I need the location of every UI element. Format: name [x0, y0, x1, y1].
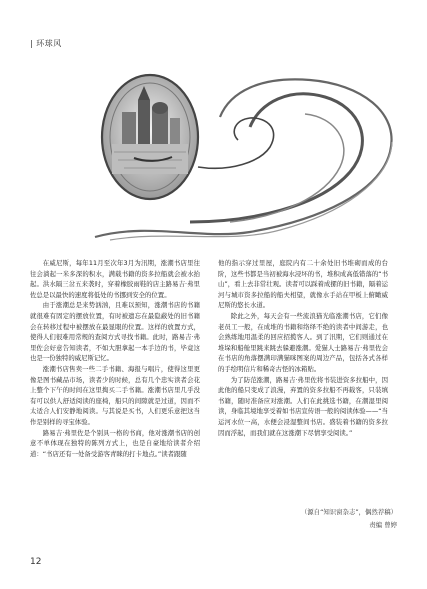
paragraph: 在威尼斯，每年11月至次年3月为汛期，涨潮书店里往往会淌起一米多深的积水，满载书籍的资多拉船就会被水抬起。洪水隔三岔五来袭时，穿着橡胶雨鞋的店主路易吉·弗里佐总是以最快的速度将低处的书挪到安全的位置。 [30, 259, 200, 299]
paragraph: 路易吉·弗里佐是个别具一格的书商，他对涨潮书店的创意不单体现在独特的陈列方式上，也是自豪地给读者介绍道：“书店还有一处备受游客青睐的打卡地点。”读者跟随 [30, 428, 200, 458]
paragraph: 为了防范涨潮，路易吉·弗里佐将书装进资多拉船中，因此他的船只变成了浪漫，弃置的资多拉船不再载客，只装填书籍，随时准备应对涨潮。人们在此挑选书籍，在潮湿里阅读，身临其境地享受着如书店宣传语一般的阅读体验——“当运河水位一高，水便会浸湿整间书店。盛装着书籍的资多拉因而浮起，而我们就在这涨潮下尽情享受阅读。” [218, 375, 388, 437]
page-number: 12 [30, 557, 42, 567]
article-right-column [218, 258, 388, 438]
paragraph: 涨潮书店售卖一些二手书籍、海报与唱片，使得这里更像是图书藏品市场，读者少的时候，总有几个忠实读者会花上整个下午的时间在这里掏买二手书籍。涨潮书店里几乎没有可以供人舒适阅读的座椅，船只的间隙就是过道，因而不太适合人们安静地阅读。与其说是买书，人们更乐意把这当作是别样的寻宝体验。 [30, 364, 200, 426]
source-credit: （源自“知识窗杂志”，偶然荐稿） [300, 508, 397, 516]
illustration-venice-spiral [90, 72, 410, 242]
paragraph: 由于涨潮总是来势汹汹，且难以预知，涨潮书店的书籍就很难有固定的摆放位置，有时被遗忘在最隐蔽处的旧书籍会在转移过程中被摆放在最显眼的位置。这样的放置方式，使得人们很难用常规的查阅方式寻找书籍。此时，路易吉·弗里佐会好意告知读者，不如大胆拿起一本手边的书，毕竟这也是一份独特的威尼斯记忆。 [30, 301, 200, 363]
editor-credit: 责编 曾婷 [369, 521, 397, 529]
paragraph: 他的指示穿过里屋，庭院内有二十余处旧书堆砌而成的台阶，这些书都是当初被海水浸坏的书，堆积成高低错落的“书山”，看上去非常壮观。读者可以踩着成摞的旧书籍，隔着运河与城市资多拉船的船夫相望，就像水手站在甲板上俯瞰威尼斯的悠长水道。 [218, 259, 388, 310]
paragraph: 除此之外，每天会有一些流浪猫光临涨潮书店，它们像老员工一般，在成堆的书籍和络绎不绝的读者中间游走，也会熟练地用温柔的回应招揽客人。到了汛期，它们则通过在堆垛和船舱里跳来跳去躲避涨潮。爱猫人士路易吉·弗里佐会在书店的角落摆满印满猫咪图案的周边产品，包括各式各样的手绘明信片和稀奇古怪的冰箱贴。 [218, 311, 388, 373]
article-left-column [30, 258, 200, 459]
section-header: | 环球风 [30, 39, 62, 48]
